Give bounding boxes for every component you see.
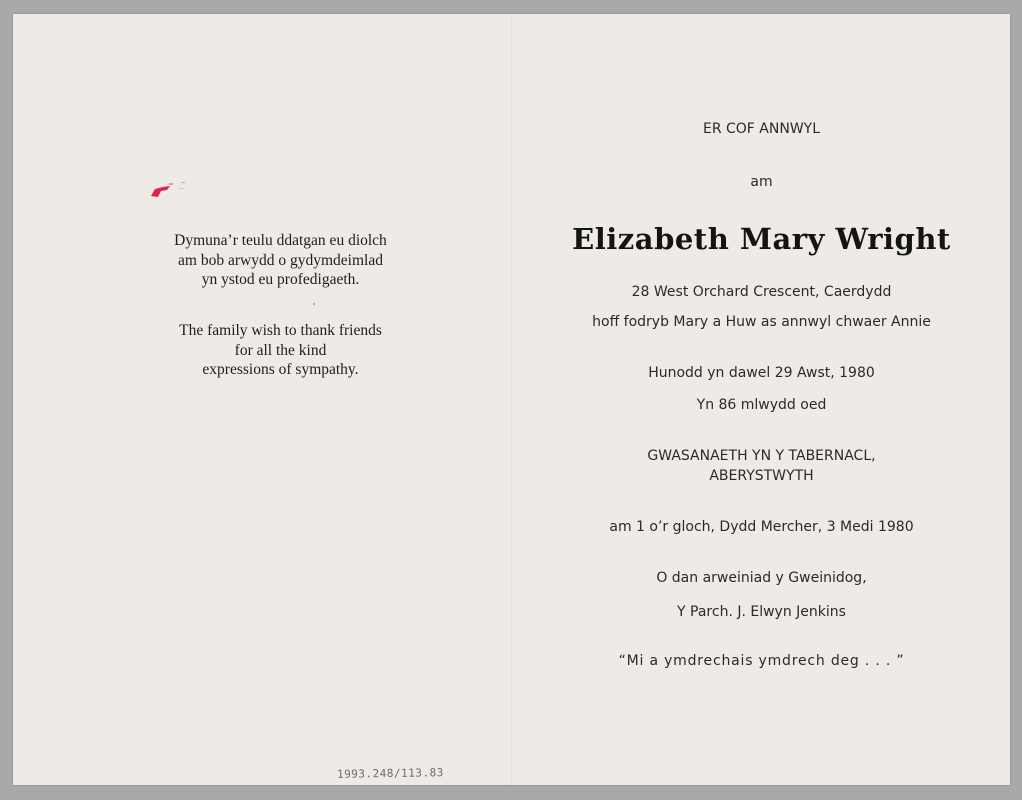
memorial-card [13, 14, 1010, 785]
welsh-line: yn ystod eu profedigaeth. [201, 271, 360, 288]
relation-text: hoff fodryb Mary a Huw as annwyl chwaer Annie [592, 314, 931, 330]
red-ink-stain [137, 180, 187, 200]
quotation: “Mi a ymdrechais ymdrech deg . . . ” [618, 653, 905, 669]
deceased-name: Elizabeth Mary Wright [572, 222, 951, 256]
english-line: for all the kind [234, 341, 327, 359]
left-page [13, 14, 511, 785]
english-line: The family wish to thank friends [179, 322, 382, 339]
service-venue: GWASANAETH YN Y TABERNACL, [647, 448, 876, 464]
welsh-line: Dymuna’r teulu ddatgan eu diolch [174, 232, 387, 249]
welsh-thanks-text [13, 231, 548, 290]
date-of-death: Hunodd yn dawel 29 Awst, 1980 [648, 365, 875, 381]
english-thanks-text [13, 321, 548, 380]
accession-number: 1993.248/113.83 [336, 766, 444, 781]
address: 28 West Orchard Crescent, Caerdydd [631, 284, 892, 300]
welsh-line: am bob arwydd o gydymdeimlad [178, 251, 383, 269]
service-town: ABERYSTWYTH [709, 468, 814, 484]
led-by-text: O dan arweiniad y Gweinidog, [656, 570, 867, 586]
ink-dot [313, 303, 315, 305]
minister-name: Y Parch. J. Elwyn Jenkins [677, 604, 846, 620]
english-line: expressions of sympathy. [202, 361, 359, 378]
service-time: am 1 o’r gloch, Dydd Mercher, 3 Medi 1980 [609, 519, 914, 535]
right-page [513, 14, 1010, 785]
memorial-heading: ER COF ANNWYL [702, 121, 821, 137]
am-text: am [750, 174, 773, 190]
age-text: Yn 86 mlwydd oed [696, 397, 827, 413]
